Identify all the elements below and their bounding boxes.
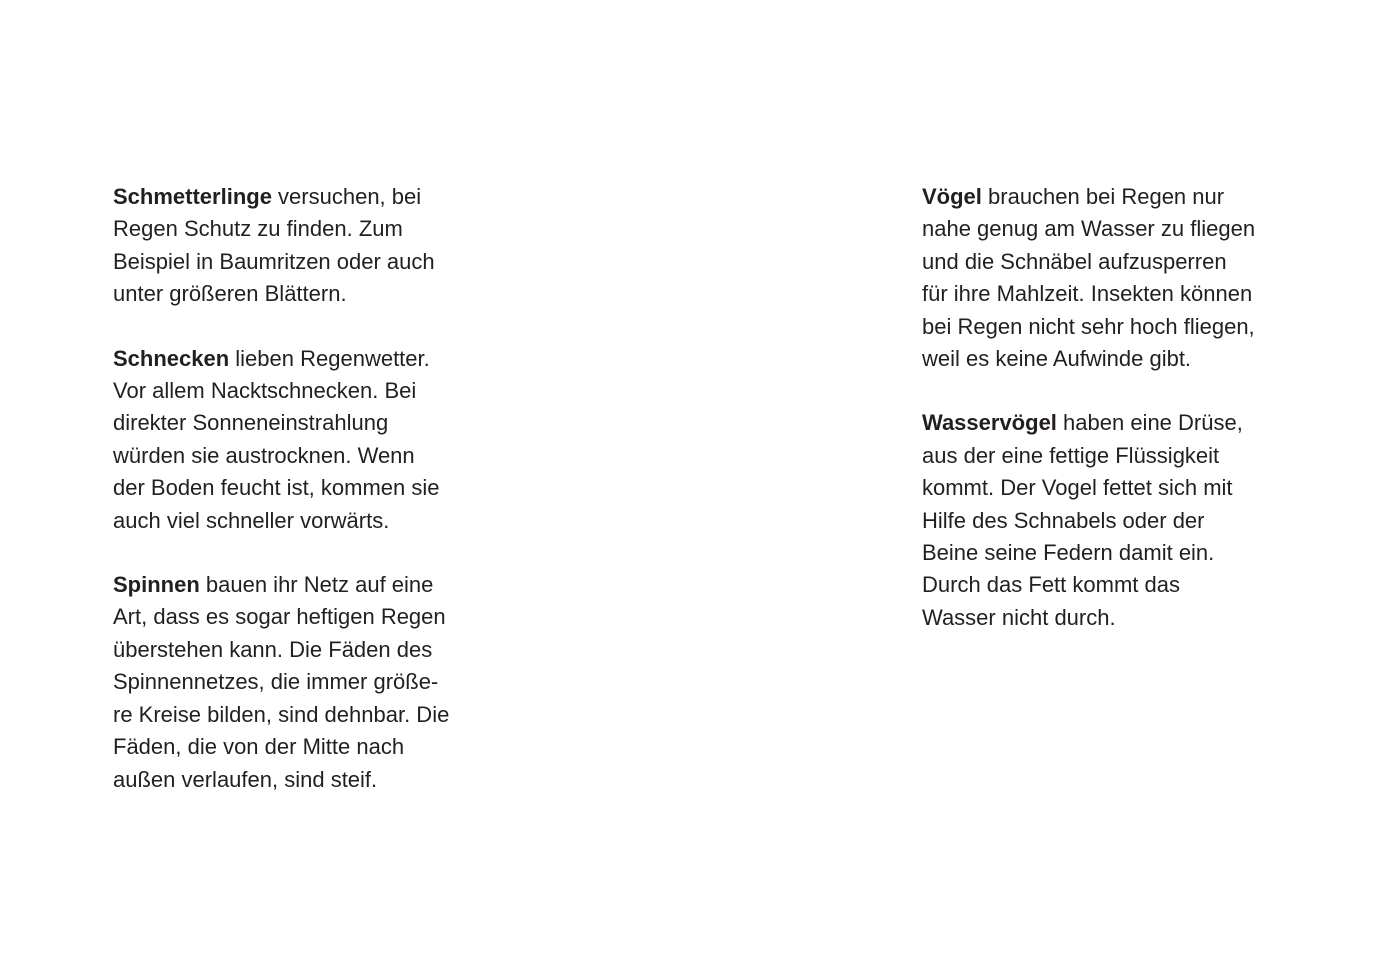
lead-word: Schnecken [113, 345, 230, 371]
text-line: würden sie austrocknen. Wenn [113, 442, 415, 468]
text-line: außen verlaufen, sind steif. [113, 766, 378, 792]
text-line: nahe genug am Wasser zu fliegen [922, 216, 1256, 242]
text-line: Wasser nicht durch. [922, 604, 1116, 630]
left-column [113, 181, 483, 828]
text-line: direkter Sonneneinstrahlung [113, 410, 389, 436]
lead-word: Vögel [922, 184, 982, 209]
lead-word: Schmetterlinge [113, 184, 272, 209]
text-line: Beine seine Federn damit ein. [922, 540, 1215, 566]
text-line: auch viel schneller vorwärts. [113, 507, 390, 533]
text-line [113, 343, 483, 375]
text-line: aus der eine fettige Flüssigkeit [922, 442, 1220, 468]
text-line [922, 181, 1302, 213]
text-line: Beispiel in Baumritzen oder auch [113, 248, 435, 274]
text-fragment: bauen ihr Netz auf eine [199, 572, 434, 598]
text-line: für ihre Mahlzeit. Insekten können [922, 281, 1253, 307]
text-line: weil es keine Aufwinde gibt. [922, 346, 1192, 372]
text-line [113, 569, 483, 601]
text-line: Fäden, die von der Mitte nach [113, 734, 405, 760]
paragraph-spinnen [113, 569, 483, 796]
text-line: der Boden feucht ist, kommen sie [113, 475, 440, 501]
text-fragment: brauchen bei Regen nur [981, 184, 1225, 209]
paragraph-schmetterlinge [113, 181, 483, 311]
text-line: und die Schnäbel aufzusperren [922, 248, 1227, 274]
text-fragment: haben eine Drüse, [1056, 410, 1243, 436]
lead-word: Spinnen [113, 572, 200, 598]
paragraph-voegel [922, 181, 1302, 375]
text-line [922, 407, 1302, 439]
right-column [922, 181, 1302, 666]
paragraph-wasservoegel [922, 407, 1302, 634]
text-line: Hilfe des Schnabels oder der [922, 507, 1205, 533]
lead-word: Wasservögel [922, 410, 1057, 436]
text-line: Art, dass es sogar heftigen Regen [113, 604, 446, 630]
text-fragment: versuchen, bei [271, 184, 422, 209]
text-line: bei Regen nicht sehr hoch fliegen, [922, 313, 1255, 339]
text-line: Durch das Fett kommt das [922, 572, 1180, 598]
text-line: überstehen kann. Die Fäden des [113, 636, 433, 662]
text-line: Spinnennetzes, die immer größe- [113, 669, 439, 695]
text-line: Regen Schutz zu finden. Zum [113, 216, 403, 242]
text-fragment: lieben Regenwetter. [229, 345, 430, 371]
text-line: kommt. Der Vogel fettet sich mit [922, 475, 1233, 501]
text-line: re Kreise bilden, sind dehnbar. Die [113, 701, 450, 727]
text-line: Vor allem Nacktschnecken. Bei [113, 378, 417, 404]
paragraph-schnecken [113, 343, 483, 537]
text-line: unter größeren Blättern. [113, 281, 347, 307]
text-line [113, 181, 483, 213]
